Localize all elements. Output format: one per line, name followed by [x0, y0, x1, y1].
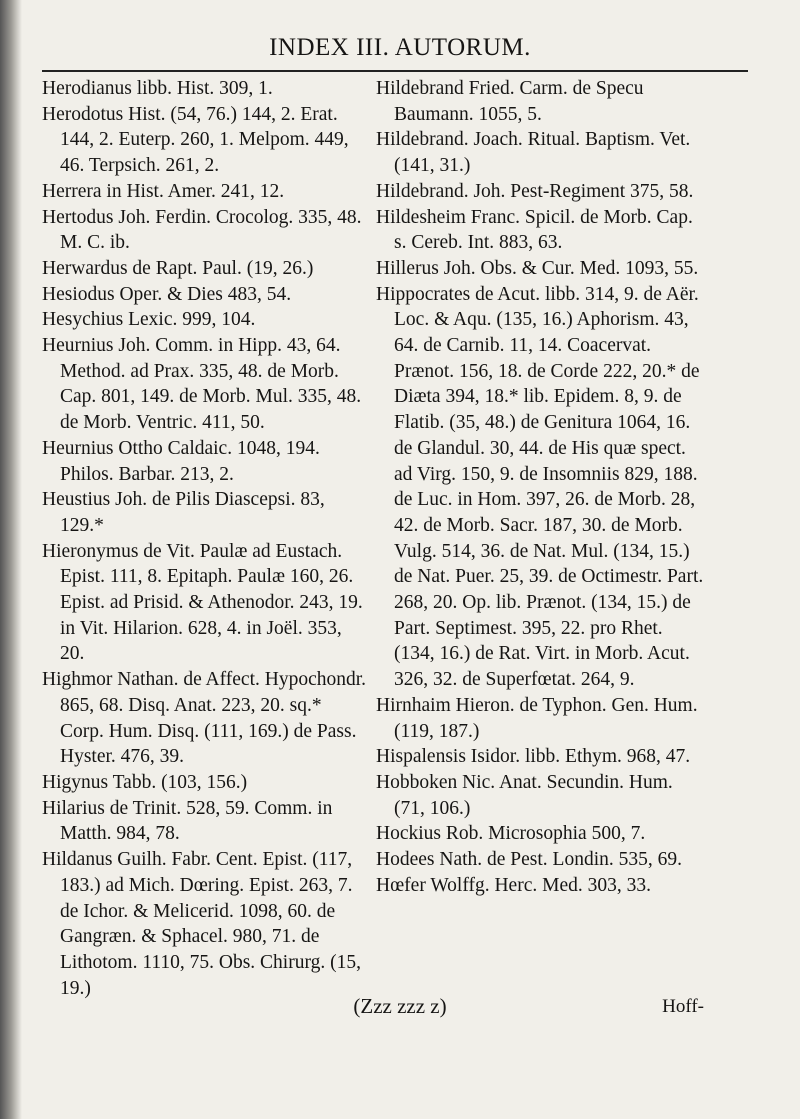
index-entry: Hispalensis Isidor. libb. Ethym. 968, 47. — [376, 746, 691, 768]
index-entry: Hildanus Guilh. Fabr. Cent. Epist. (117, 183.) ad Mich. Dœring. Epist. 263, 7. de Ichor. & Melicerid. 1098, 60. de Gangræn. & Sphacel. 980, 71. de Lithotom. 1110, 75. Obs. Chirurg. (15, 19.) — [42, 849, 361, 999]
index-entry: Herodianus libb. Hist. 309, 1. — [42, 78, 273, 99]
index-entry: Hippocrates de Acut. libb. 314, 9. de Aër. Loc. & Aqu. (135, 16.) Aphorism. 43, 64. de Carnib. 11, 14. Coacervat. Prænot. 156, 18. de Corde 222, 20.* de Diæta 394, 18.* lib. Epidem. 8, 9. de Flatib. (35, 48.) de Genitura 1064, 16. de Glandul. 30, 44. de His quæ spect. ad Virg. 150, 9. de Insomniis 829, 188. de Luc. in Hom. 397, 26. de Morb. 28, 42. de Morb. Sacr. 187, 30. de Morb. Vulg. 514, 36. de Nat. Mul. (134, 15.) de Nat. Puer. 25, 39. de Octimestr. Part. 268, 20. Op. lib. Prænot. (134, 15.) de Part. Septimest. 395, 22. pro Rhet. (134, 16.) de Rat. Virt. in Morb. Acut. 326, 32. de Superfœtat. 264, 9. — [376, 283, 704, 691]
book-spine-shadow — [0, 0, 22, 1119]
index-entry: Hildebrand. Joach. Ritual. Baptism. Vet. (141, 31.) — [376, 129, 691, 177]
header-rule — [42, 70, 748, 72]
printer-signature: (Zzz zzz z) — [353, 994, 447, 1018]
index-entry: Hesychius Lexic. 999, 104. — [42, 309, 256, 331]
index-entry: Hildesheim Franc. Spicil. de Morb. Cap. s. Cereb. Int. 883, 63. — [376, 206, 693, 254]
index-entry: Heurnius Joh. Comm. in Hipp. 43, 64. Method. ad Prax. 335, 48. de Morb. Cap. 801, 149. de Morb. Mul. 335, 48. de Morb. Ventric. 411, 50. — [42, 335, 362, 434]
index-entry: Herrera in Hist. Amer. 241, 12. — [42, 180, 285, 202]
index-entry: Herodotus Hist. (54, 76.) 144, 2. Erat. 144, 2. Euterp. 260, 1. Melpom. 449, 46. Terpsich. 261, 2. — [42, 103, 349, 177]
index-entry: Hieronymus de Vit. Paulæ ad Eustach. Epist. 111, 8. Epitaph. Paulæ 160, 26. Epist. ad Prisid. & Athenodor. 243, 19. in Vit. Hilarion. 628, 4. in Joël. 353, 20. — [42, 540, 363, 665]
index-entry: Hirnhaim Hieron. de Typhon. Gen. Hum. (119, 187.) — [376, 694, 698, 742]
index-entry: Hockius Rob. Microsophia 500, 7. — [376, 823, 646, 845]
index-entry: Hillerus Joh. Obs. & Cur. Med. 1093, 55. — [376, 257, 699, 279]
index-entry: Hodees Nath. de Pest. Londin. 535, 69. — [376, 849, 683, 871]
index-entry: Hœfer Wolffg. Herc. Med. 303, 33. — [376, 874, 651, 896]
page-title: INDEX III. AUTORUM. — [269, 34, 531, 61]
index-entry: Hildebrand Fried. Carm. de Specu Baumann. 1055, 5. — [376, 78, 644, 125]
index-entry: Hesiodus Oper. & Dies 483, 54. — [42, 283, 292, 305]
index-entry: Highmor Nathan. de Affect. Hypochondr. 865, 68. Disq. Anat. 223, 20. sq.* Corp. Hum. Disq. (111, 169.) de Pass. Hyster. 476, 39. — [42, 669, 367, 768]
index-entry: Herwardus de Rapt. Paul. (19, 26.) — [42, 257, 314, 279]
catchword: Hoff- — [662, 996, 704, 1017]
index-entry: Higynus Tabb. (103, 156.) — [42, 771, 248, 793]
index-entry: Heustius Joh. de Pilis Diascepsi. 83, 129.* — [42, 489, 325, 536]
index-entry: Heurnius Ottho Caldaic. 1048, 194. Philos. Barbar. 213, 2. — [42, 437, 320, 485]
index-entry: Hilarius de Trinit. 528, 59. Comm. in Matth. 984, 78. — [42, 797, 333, 845]
left-column — [42, 76, 367, 1001]
index-entry: Hildebrand. Joh. Pest-Regiment 375, 58. — [376, 180, 694, 202]
index-entry: Hertodus Joh. Ferdin. Crocolog. 335, 48. M. C. ib. — [42, 206, 362, 254]
index-entry: Hobboken Nic. Anat. Secundin. Hum. (71, 106.) — [376, 771, 673, 819]
right-column — [376, 76, 708, 899]
